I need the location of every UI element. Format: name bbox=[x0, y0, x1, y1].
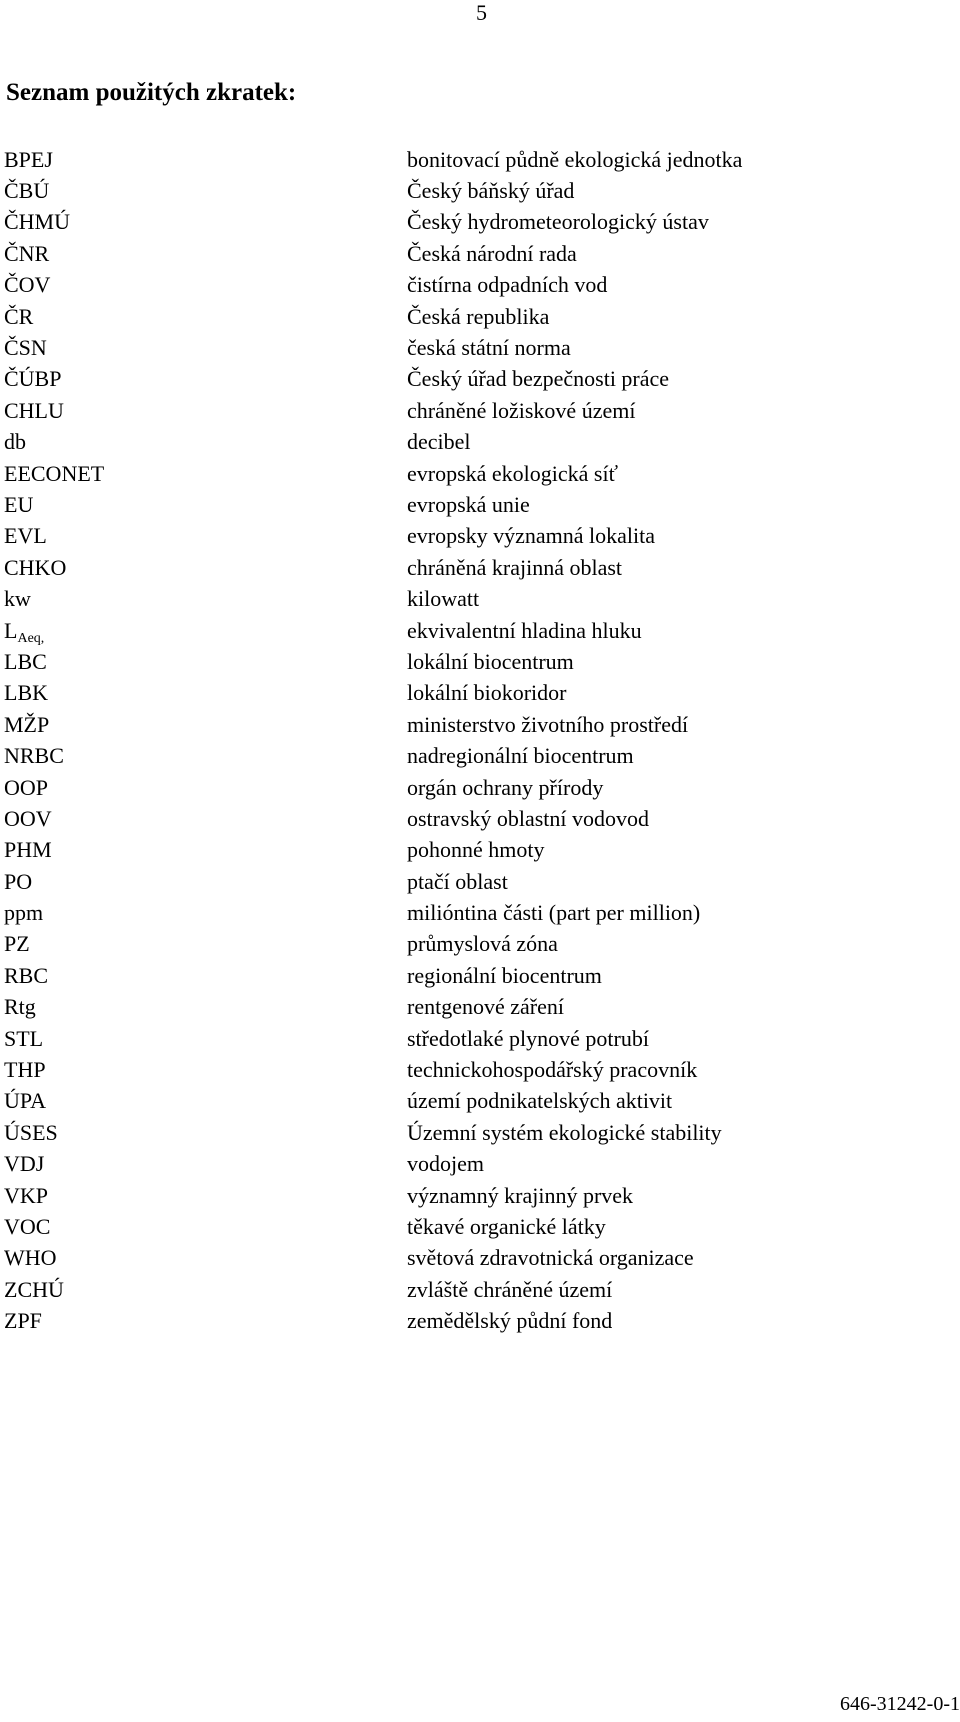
abbreviation-term bbox=[4, 209, 407, 235]
abbreviation-row bbox=[4, 458, 904, 489]
abbreviation-row bbox=[4, 866, 904, 897]
abbreviation-term bbox=[4, 492, 407, 518]
abbreviation-definition: chráněná krajinná oblast bbox=[407, 554, 623, 580]
abbreviation-definition: vodojem bbox=[407, 1151, 484, 1177]
abbreviation-row bbox=[4, 615, 904, 646]
abbreviation-term-text: PZ bbox=[4, 931, 30, 957]
abbreviation-term bbox=[4, 900, 407, 926]
abbreviation-term bbox=[4, 618, 407, 644]
abbreviation-definition: regionální biocentrum bbox=[407, 962, 602, 988]
abbreviation-term bbox=[4, 1057, 407, 1083]
abbreviation-row bbox=[4, 678, 904, 709]
abbreviation-row bbox=[4, 772, 904, 803]
abbreviation-term bbox=[4, 523, 407, 549]
abbreviation-definition: významný krajinný prvek bbox=[407, 1182, 634, 1208]
abbreviation-term-text: ČNR bbox=[4, 240, 50, 266]
abbreviation-term-text: BPEJ bbox=[4, 146, 53, 172]
abbreviation-row bbox=[4, 144, 904, 175]
abbreviation-list bbox=[4, 144, 904, 1337]
abbreviation-term bbox=[4, 335, 407, 361]
abbreviation-term-text: ZCHÚ bbox=[4, 1276, 64, 1302]
abbreviation-row bbox=[4, 427, 904, 458]
abbreviation-definition: milióntina části (part per million) bbox=[407, 900, 701, 926]
abbreviation-row bbox=[4, 364, 904, 395]
abbreviation-term-text: L bbox=[4, 617, 18, 643]
abbreviation-definition: zemědělský půdní fond bbox=[407, 1308, 613, 1334]
page-title: Seznam použitých zkratek: bbox=[6, 79, 297, 106]
abbreviation-definition: Český úřad bezpečnosti práce bbox=[407, 366, 670, 392]
abbreviation-definition: pohonné hmoty bbox=[407, 837, 545, 863]
abbreviation-row bbox=[4, 1117, 904, 1148]
abbreviation-term-text: PHM bbox=[4, 837, 52, 863]
abbreviation-term bbox=[4, 178, 407, 204]
abbreviation-term bbox=[4, 743, 407, 769]
abbreviation-definition: čistírna odpadních vod bbox=[407, 272, 608, 298]
abbreviation-definition: středotlaké plynové potrubí bbox=[407, 1025, 649, 1051]
abbreviation-term-text: CHLU bbox=[4, 397, 64, 423]
abbreviation-definition: Český báňský úřad bbox=[407, 178, 575, 204]
abbreviation-term bbox=[4, 555, 407, 581]
abbreviation-row bbox=[4, 489, 904, 520]
abbreviation-term-text: ČOV bbox=[4, 272, 51, 298]
abbreviation-term bbox=[4, 304, 407, 330]
abbreviation-term bbox=[4, 963, 407, 989]
abbreviation-row bbox=[4, 1305, 904, 1336]
abbreviation-definition: lokální biokoridor bbox=[407, 680, 567, 706]
abbreviation-term-text: NRBC bbox=[4, 743, 64, 769]
abbreviation-term-text: VDJ bbox=[4, 1151, 45, 1177]
abbreviation-definition: nadregionální biocentrum bbox=[407, 743, 634, 769]
abbreviation-term-text: OOP bbox=[4, 774, 49, 800]
abbreviation-term-text: kw bbox=[4, 586, 31, 612]
abbreviation-row bbox=[4, 521, 904, 552]
abbreviation-term bbox=[4, 1214, 407, 1240]
abbreviation-row bbox=[4, 332, 904, 363]
abbreviation-row bbox=[4, 175, 904, 206]
abbreviation-row bbox=[4, 1149, 904, 1180]
abbreviation-term bbox=[4, 1088, 407, 1114]
abbreviation-term-text: db bbox=[4, 429, 26, 455]
abbreviation-term-text: ČBÚ bbox=[4, 178, 50, 204]
abbreviation-term bbox=[4, 1277, 407, 1303]
abbreviation-row bbox=[4, 992, 904, 1023]
abbreviation-term-text: LBC bbox=[4, 648, 47, 674]
abbreviation-term-text: Rtg bbox=[4, 994, 36, 1020]
abbreviation-definition: ministerstvo životního prostředí bbox=[407, 711, 689, 737]
abbreviation-term-text: OOV bbox=[4, 805, 52, 831]
abbreviation-row bbox=[4, 395, 904, 426]
abbreviation-term-text: VKP bbox=[4, 1182, 49, 1208]
document-code: 646-31242-0-1 bbox=[840, 1693, 960, 1715]
abbreviation-definition: decibel bbox=[407, 429, 471, 455]
abbreviation-term bbox=[4, 1245, 407, 1271]
abbreviation-row bbox=[4, 709, 904, 740]
abbreviation-row bbox=[4, 1054, 904, 1085]
abbreviation-row bbox=[4, 301, 904, 332]
abbreviation-term bbox=[4, 461, 407, 487]
abbreviation-term bbox=[4, 1120, 407, 1146]
abbreviation-row bbox=[4, 238, 904, 269]
abbreviation-definition: rentgenové záření bbox=[407, 994, 564, 1020]
abbreviation-term bbox=[4, 1151, 407, 1177]
abbreviation-definition: česká státní norma bbox=[407, 335, 571, 361]
abbreviation-term-text: CHKO bbox=[4, 554, 67, 580]
abbreviation-term-text: EECONET bbox=[4, 460, 105, 486]
abbreviation-definition: kilowatt bbox=[407, 586, 480, 612]
abbreviation-definition: zvláště chráněné území bbox=[407, 1276, 613, 1302]
abbreviation-row bbox=[4, 1023, 904, 1054]
abbreviation-definition: bonitovací půdně ekologická jednotka bbox=[407, 146, 743, 172]
abbreviation-term-text: ÚPA bbox=[4, 1088, 46, 1114]
abbreviation-term-text: ČSN bbox=[4, 335, 47, 361]
abbreviation-term bbox=[4, 398, 407, 424]
abbreviation-row bbox=[4, 1211, 904, 1242]
abbreviation-term bbox=[4, 272, 407, 298]
abbreviation-term-text: ČÚBP bbox=[4, 366, 62, 392]
abbreviation-definition: ostravský oblastní vodovod bbox=[407, 805, 649, 831]
abbreviation-definition: ekvivalentní hladina hluku bbox=[407, 617, 642, 643]
abbreviation-term-text: STL bbox=[4, 1025, 44, 1051]
abbreviation-term bbox=[4, 712, 407, 738]
abbreviation-row bbox=[4, 960, 904, 991]
abbreviation-term-text: ÚSES bbox=[4, 1119, 58, 1145]
abbreviation-definition: evropská ekologická síť bbox=[407, 460, 619, 486]
abbreviation-definition: technickohospodářský pracovník bbox=[407, 1057, 698, 1083]
abbreviation-term bbox=[4, 366, 407, 392]
abbreviation-row bbox=[4, 1274, 904, 1305]
abbreviation-term bbox=[4, 775, 407, 801]
abbreviation-row bbox=[4, 929, 904, 960]
abbreviation-term bbox=[4, 869, 407, 895]
abbreviation-term-text: ČHMÚ bbox=[4, 209, 71, 235]
abbreviation-term bbox=[4, 241, 407, 267]
abbreviation-definition: ptačí oblast bbox=[407, 868, 508, 894]
abbreviation-definition: průmyslová zóna bbox=[407, 931, 558, 957]
abbreviation-term bbox=[4, 586, 407, 612]
abbreviation-term bbox=[4, 1308, 407, 1334]
abbreviation-definition: Český hydrometeorologický ústav bbox=[407, 209, 709, 235]
abbreviation-row bbox=[4, 897, 904, 928]
abbreviation-row bbox=[4, 803, 904, 834]
abbreviation-row bbox=[4, 740, 904, 771]
abbreviation-row bbox=[4, 835, 904, 866]
abbreviation-term-text: PO bbox=[4, 868, 33, 894]
abbreviation-row bbox=[4, 1180, 904, 1211]
abbreviation-row bbox=[4, 270, 904, 301]
abbreviation-term-text: VOC bbox=[4, 1213, 51, 1239]
abbreviation-definition: lokální biocentrum bbox=[407, 648, 574, 674]
abbreviation-term bbox=[4, 1183, 407, 1209]
abbreviation-row bbox=[4, 552, 904, 583]
abbreviation-term-text: ZPF bbox=[4, 1308, 42, 1334]
abbreviation-term-text: LBK bbox=[4, 680, 48, 706]
abbreviation-term-text: RBC bbox=[4, 962, 49, 988]
abbreviation-definition: evropská unie bbox=[407, 491, 530, 517]
abbreviation-term-text: ČR bbox=[4, 303, 34, 329]
abbreviation-definition: Česká republika bbox=[407, 303, 550, 329]
abbreviation-definition: evropsky významná lokalita bbox=[407, 523, 656, 549]
abbreviation-row bbox=[4, 1243, 904, 1274]
abbreviation-term bbox=[4, 429, 407, 455]
abbreviation-term-text: EVL bbox=[4, 523, 47, 549]
abbreviation-row bbox=[4, 207, 904, 238]
abbreviation-term bbox=[4, 147, 407, 173]
abbreviation-row bbox=[4, 583, 904, 614]
abbreviation-definition: těkavé organické látky bbox=[407, 1213, 606, 1239]
abbreviation-row bbox=[4, 646, 904, 677]
abbreviation-definition: chráněné ložiskové území bbox=[407, 397, 636, 423]
abbreviation-definition: území podnikatelských aktivit bbox=[407, 1088, 673, 1114]
abbreviation-definition: Česká národní rada bbox=[407, 240, 577, 266]
abbreviation-term bbox=[4, 649, 407, 675]
abbreviation-term-text: THP bbox=[4, 1057, 46, 1083]
abbreviation-term bbox=[4, 806, 407, 832]
abbreviation-term-text: WHO bbox=[4, 1245, 57, 1271]
abbreviation-term-text: EU bbox=[4, 491, 34, 517]
abbreviation-term-subscript: Aeq, bbox=[17, 630, 45, 646]
abbreviation-term bbox=[4, 680, 407, 706]
abbreviation-term bbox=[4, 931, 407, 957]
abbreviation-row bbox=[4, 1086, 904, 1117]
abbreviation-definition: světová zdravotnická organizace bbox=[407, 1245, 694, 1271]
abbreviation-definition: orgán ochrany přírody bbox=[407, 774, 604, 800]
abbreviation-term bbox=[4, 994, 407, 1020]
abbreviation-term bbox=[4, 837, 407, 863]
page-number: 5 bbox=[476, 0, 487, 25]
abbreviation-term-text: MŽP bbox=[4, 711, 50, 737]
abbreviation-term-text: ppm bbox=[4, 900, 44, 926]
abbreviation-term bbox=[4, 1026, 407, 1052]
abbreviation-definition: Územní systém ekologické stability bbox=[407, 1119, 722, 1145]
